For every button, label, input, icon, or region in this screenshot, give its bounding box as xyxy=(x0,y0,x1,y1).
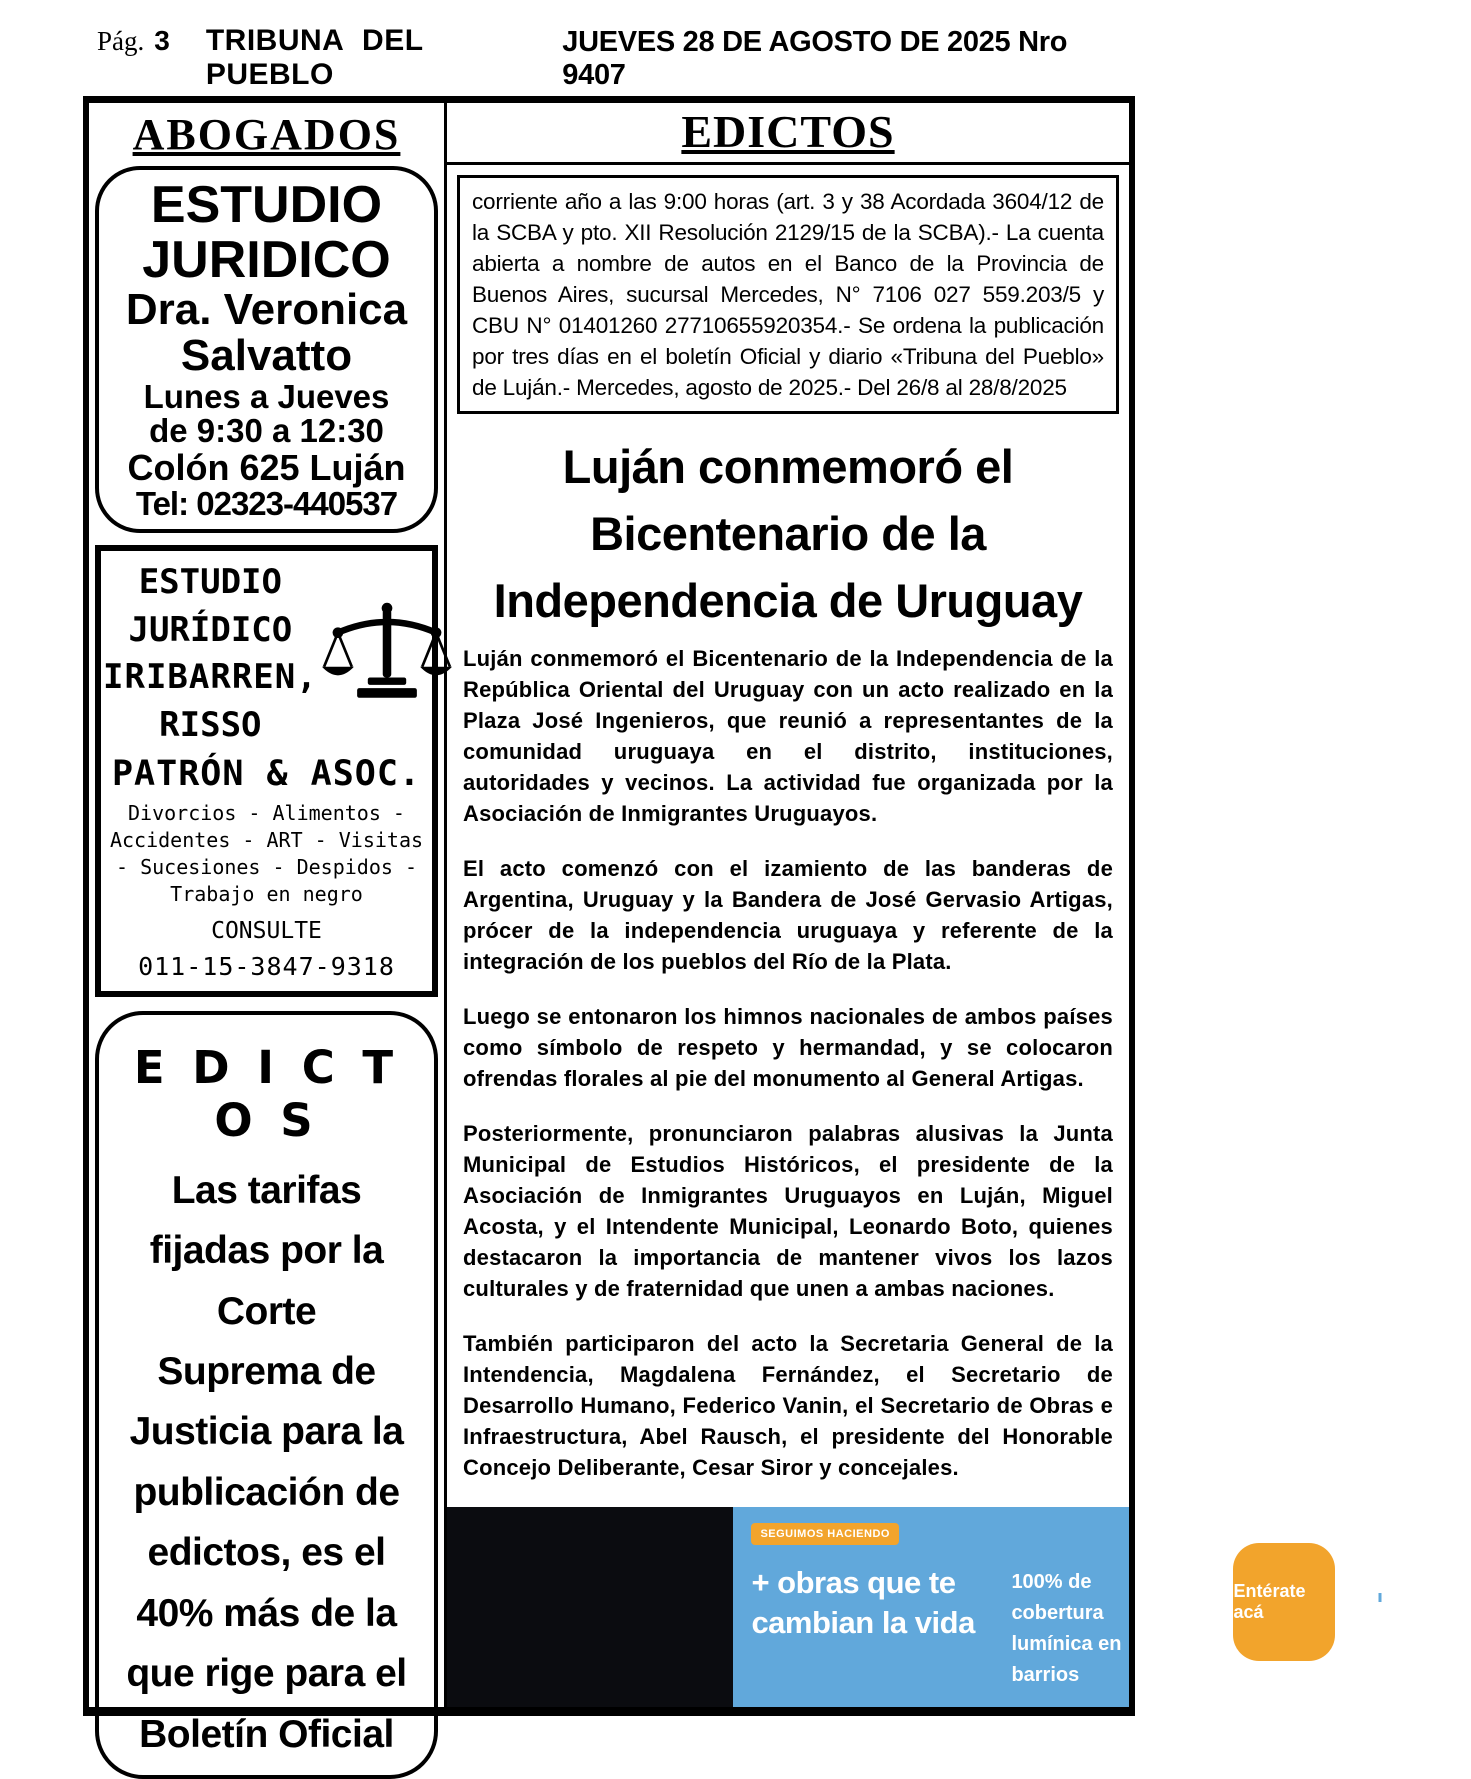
ad-iribarren-cta: CONSULTE xyxy=(211,917,322,944)
ad-edictos-title: E D I C T O S xyxy=(133,1040,400,1147)
article-body xyxy=(447,643,1129,1507)
ad-estudio-iribarren xyxy=(95,545,438,996)
ad-line: de 9:30 a 12:30 xyxy=(149,412,384,450)
lujan-logo-text: Luján xyxy=(1399,1570,1471,1601)
ad-line: Suprema de xyxy=(157,1349,376,1393)
ad-line: Colón 625 Luján xyxy=(127,446,406,488)
ad-edictos-tarifas xyxy=(95,1011,438,1779)
article-paragraph: El acto comenzó con el izamiento de las banderas de Argentina, Uruguay y la Bandera de José Gervasio Artigas, prócer de la independencia uruguaya y referente de la integración de los pueblos del Río de la Plata. xyxy=(463,855,1113,974)
ad-line: 40% más de la xyxy=(136,1591,397,1635)
enterate-aca-button: Entérate acá xyxy=(1233,1543,1335,1661)
page-label: Pág. xyxy=(97,26,145,56)
edictos-column xyxy=(447,103,1471,1707)
article-paragraph: Posteriormente, pronunciaron palabras alusivas la Junta Municipal de Estudios Históricos, el presidente de la Asociación de Inmigrantes Uruguayos en Luján, Miguel Acosta, y el Intendente Municipal, Leonardo Boto, quienes destacaron la importancia de mantener vivos los lazos culturales y de fraternidad que unen a ambas naciones. xyxy=(463,1120,1113,1301)
banner-badge: SEGUIMOS HACIENDO xyxy=(751,1523,899,1545)
article-paragraph: También participaron del acto la Secretaria General de la Intendencia, Magdalena Fernández, el Secretario de Desarrollo Humano, Federico Vanin, el Secretario de Obras e Infraestructura, Abel Rausch, el presidente del Honorable Concejo Deliberante, Cesar Siror y concejales. xyxy=(463,1330,1113,1480)
ad-line: Las tarifas xyxy=(171,1168,362,1212)
content-frame xyxy=(83,96,1471,1756)
article-title-line: Bicentenario de la xyxy=(590,507,986,561)
edictos-header xyxy=(447,103,1129,165)
ad-estudio-salvatto xyxy=(95,166,438,533)
lujan-basilica-icon xyxy=(1369,1569,1391,1603)
article-title-line: Luján conmemoró el xyxy=(562,440,1014,494)
ad-line: RISSO xyxy=(159,705,262,746)
banner-content xyxy=(733,1507,1471,1707)
edition-date: JUEVES 28 DE AGOSTO DE 2025 Nro 9407 xyxy=(562,26,1068,91)
masthead xyxy=(83,24,1135,94)
page-number: 3 xyxy=(154,25,170,56)
ad-line: IRIBARREN, xyxy=(103,657,318,698)
banner-headline-line: + obras que te xyxy=(751,1564,956,1600)
legal-notice-box xyxy=(457,175,1119,414)
ad-iribarren-patron: PATRÓN & ASOC. xyxy=(111,753,421,794)
ad-iribarren-names xyxy=(103,559,318,749)
banner-coverage-line: lumínica en barrios xyxy=(1011,1632,1122,1686)
ad-line: ESTUDIO xyxy=(138,562,282,603)
ad-line: fijadas por la xyxy=(149,1229,384,1273)
ad-line: edictos, es el xyxy=(147,1531,386,1575)
ad-line: Salvatto xyxy=(180,331,353,381)
banner-headline-line: cambian la vida xyxy=(751,1604,975,1640)
ad-line: que rige para el xyxy=(126,1652,407,1696)
ad-line: JURIDICO xyxy=(142,230,391,289)
banner-headline xyxy=(751,1563,974,1644)
scales-of-justice-icon xyxy=(318,590,456,718)
ad-phone: Tel: 02323-440537 xyxy=(135,484,398,522)
abogados-section-title: ABOGADOS xyxy=(132,110,401,159)
ad-line: ESTUDIO xyxy=(150,176,383,234)
article-title xyxy=(447,434,1129,634)
article-paragraph: Luego se entonaron los himnos nacionales de ambos países como símbolo de respeto y hermandad, y se colocaron ofrendas florales al pie del monumento al General Artigas. xyxy=(463,1003,1113,1091)
ad-line: publicación de xyxy=(133,1470,400,1514)
ad-line: JURÍDICO xyxy=(128,609,293,650)
article-title-line: Independencia de Uruguay xyxy=(493,573,1083,627)
ad-iribarren-services: Divorcios - Alimentos - Accidentes - ART - Visitas - Sucesiones - Despidos - Trabajo en negro xyxy=(109,800,424,906)
banner-coverage-line: 100% de cobertura xyxy=(1011,1570,1104,1624)
ad-line: Corte xyxy=(216,1289,317,1333)
ad-iribarren-top xyxy=(103,559,430,749)
city-night-aerial-photo xyxy=(447,1507,733,1707)
ad-line: Dra. Veronica xyxy=(125,285,408,335)
ad-line: Justicia para la xyxy=(129,1410,404,1454)
municipal-banner-ad xyxy=(447,1507,1471,1707)
article-paragraph: Luján conmemoró el Bicentenario de la Independencia de la República Oriental del Uruguay con un acto realizado en la Plaza José Ingenieros, que reunió a representantes de la comunidad uruguaya en el distrito, instituciones, autoridades y vecinos. La actividad fue organizada por la Asociación de Inmigrantes Uruguayos. xyxy=(463,645,1113,826)
ad-iribarren-phone: 011-15-3847-9318 xyxy=(138,951,395,981)
lujan-logo xyxy=(1369,1569,1471,1603)
banner-coverage-text xyxy=(1011,1567,1129,1691)
masthead-left xyxy=(97,24,562,92)
newspaper-name: TRIBUNA DEL PUEBLO xyxy=(205,24,423,91)
legal-notice-text: corriente año a las 9:00 horas (art. 3 y 38 Acordada 3604/12 de la SCBA y pto. XII Resolución 2129/15 de la SCBA).- La cuenta abierta a nombre de autos en el Banco de la Provincia de Buenos Aires, sucursal Mercedes, N° 7106 027 559.203/5 y CBU N° 01401260 27710655920354.- Se ordena la publicación por tres días en el boletín Oficial y diario «Tribuna del Pueblo» de Luján.- Mercedes, agosto de 2025.- Del 26/8 al 28/8/2025 xyxy=(472,189,1104,401)
ad-line: Boletín Oficial xyxy=(139,1712,394,1756)
ad-line: Lunes a Jueves xyxy=(143,377,390,415)
abogados-column xyxy=(89,103,447,1756)
edictos-section-title: EDICTOS xyxy=(681,106,895,157)
